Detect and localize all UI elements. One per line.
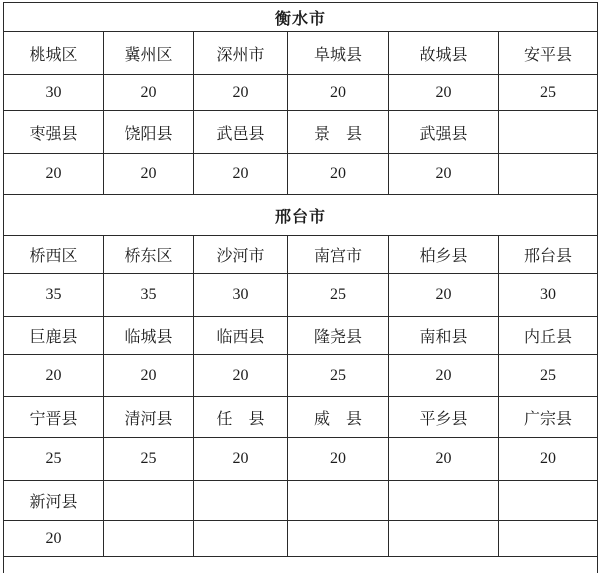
region-value-cell: 20 xyxy=(288,75,389,111)
table-row xyxy=(4,521,598,557)
region-value-cell: 20 xyxy=(104,355,194,397)
region-name-cell: 巨鹿县 xyxy=(4,317,104,355)
empty-cell xyxy=(104,521,194,557)
region-value-cell: 20 xyxy=(288,438,389,481)
empty-cell xyxy=(194,521,288,557)
region-name-cell: 新河县 xyxy=(4,481,104,521)
empty-cell xyxy=(194,481,288,521)
region-name-cell: 任 县 xyxy=(194,397,288,438)
region-value-cell: 20 xyxy=(499,438,598,481)
region-value-cell: 20 xyxy=(194,75,288,111)
empty-cell xyxy=(389,521,499,557)
empty-cell xyxy=(499,111,598,154)
region-value-cell: 25 xyxy=(288,355,389,397)
region-value-cell: 20 xyxy=(389,355,499,397)
table-row xyxy=(4,274,598,317)
empty-cell xyxy=(389,481,499,521)
region-name-cell: 阜城县 xyxy=(288,32,389,75)
region-value-cell: 25 xyxy=(288,274,389,317)
region-value-cell: 20 xyxy=(194,154,288,195)
region-value-cell: 35 xyxy=(4,274,104,317)
table-row xyxy=(4,236,598,274)
table-row xyxy=(4,557,598,573)
city-county-quota-table xyxy=(3,2,598,573)
partial-bottom-row xyxy=(4,557,598,573)
table-row xyxy=(4,481,598,521)
region-value-cell: 20 xyxy=(389,438,499,481)
table-row xyxy=(4,75,598,111)
region-value-cell: 25 xyxy=(4,438,104,481)
city-header-xingtai: 邢台市 xyxy=(4,195,598,236)
region-value-cell: 20 xyxy=(4,355,104,397)
region-value-cell: 20 xyxy=(389,274,499,317)
region-name-cell: 沙河市 xyxy=(194,236,288,274)
table-row xyxy=(4,438,598,481)
region-value-cell: 20 xyxy=(288,154,389,195)
region-name-cell: 柏乡县 xyxy=(389,236,499,274)
region-value-cell: 30 xyxy=(499,274,598,317)
region-value-cell: 20 xyxy=(4,521,104,557)
region-name-cell: 威 县 xyxy=(288,397,389,438)
region-value-cell: 20 xyxy=(104,154,194,195)
region-name-cell: 武邑县 xyxy=(194,111,288,154)
region-value-cell: 30 xyxy=(194,274,288,317)
region-value-cell: 20 xyxy=(194,355,288,397)
region-name-cell: 清河县 xyxy=(104,397,194,438)
region-name-cell: 安平县 xyxy=(499,32,598,75)
city-header-hengshui: 衡水市 xyxy=(4,3,598,32)
region-value-cell: 30 xyxy=(4,75,104,111)
table-row xyxy=(4,154,598,195)
empty-cell xyxy=(499,481,598,521)
region-value-cell: 20 xyxy=(389,154,499,195)
empty-cell xyxy=(104,481,194,521)
empty-cell xyxy=(288,481,389,521)
empty-cell xyxy=(499,154,598,195)
region-name-cell: 平乡县 xyxy=(389,397,499,438)
table-row xyxy=(4,397,598,438)
region-name-cell: 武强县 xyxy=(389,111,499,154)
table-row xyxy=(4,317,598,355)
region-name-cell: 冀州区 xyxy=(104,32,194,75)
region-name-cell: 桃城区 xyxy=(4,32,104,75)
table-row xyxy=(4,32,598,75)
region-value-cell: 25 xyxy=(499,75,598,111)
empty-cell xyxy=(499,521,598,557)
region-name-cell: 南和县 xyxy=(389,317,499,355)
region-name-cell: 内丘县 xyxy=(499,317,598,355)
table-row xyxy=(4,355,598,397)
region-name-cell: 故城县 xyxy=(389,32,499,75)
region-value-cell: 25 xyxy=(104,438,194,481)
region-name-cell: 桥东区 xyxy=(104,236,194,274)
region-value-cell: 20 xyxy=(389,75,499,111)
empty-cell xyxy=(288,521,389,557)
region-name-cell: 隆尧县 xyxy=(288,317,389,355)
region-value-cell: 20 xyxy=(4,154,104,195)
region-name-cell: 枣强县 xyxy=(4,111,104,154)
table-row xyxy=(4,111,598,154)
region-value-cell: 20 xyxy=(194,438,288,481)
region-name-cell: 邢台县 xyxy=(499,236,598,274)
region-name-cell: 桥西区 xyxy=(4,236,104,274)
region-name-cell: 南宫市 xyxy=(288,236,389,274)
region-name-cell: 广宗县 xyxy=(499,397,598,438)
region-name-cell: 宁晋县 xyxy=(4,397,104,438)
table-row xyxy=(4,3,598,32)
region-value-cell: 20 xyxy=(104,75,194,111)
region-name-cell: 景 县 xyxy=(288,111,389,154)
region-name-cell: 临西县 xyxy=(194,317,288,355)
region-value-cell: 25 xyxy=(499,355,598,397)
region-name-cell: 饶阳县 xyxy=(104,111,194,154)
region-name-cell: 临城县 xyxy=(104,317,194,355)
region-value-cell: 35 xyxy=(104,274,194,317)
table-row xyxy=(4,195,598,236)
region-name-cell: 深州市 xyxy=(194,32,288,75)
